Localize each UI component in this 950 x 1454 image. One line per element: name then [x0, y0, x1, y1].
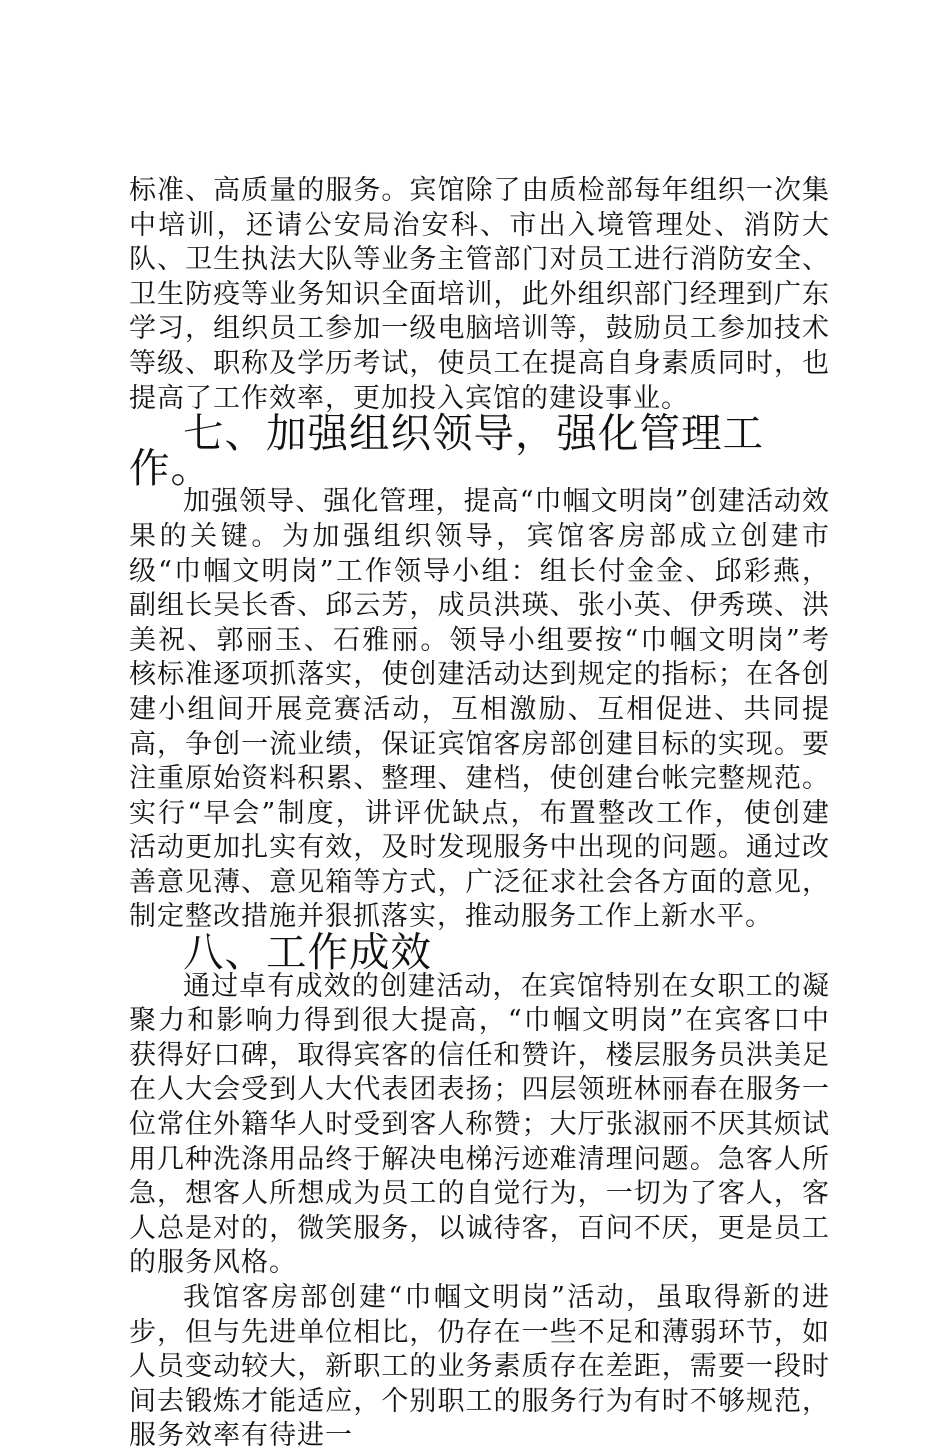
document-page — [129, 174, 830, 1454]
paragraph-results: 通过卓有成效的创建活动，在宾馆特别在女职工的凝聚力和影响力得到很大提高，“巾帼文明岗”在宾客口中获得好口碑，取得宾客的信任和赞许，楼层服务员洪美足在人大会受到人大代表团表扬；四层领班林丽春在服务一位常住外籍华人时受到客人称赞；大厅张淑丽不厌其烦试用几种洗涤用品终于解决电梯污迹难清理问题。急客人所急，想客人所想成为员工的自觉行为，一切为了客人，客人总是对的，微笑服务，以诚待客，百问不厌，更是员工的服务风格。 — [129, 970, 830, 1279]
section-heading-eight: 八、工作成效 — [183, 928, 432, 977]
paragraph-shortcomings: 我馆客房部创建“巾帼文明岗”活动，虽取得新的进步，但与先进单位相比，仍存在一些不足和薄弱环节，如人员变动较大，新职工的业务素质存在差距，需要一段时间去锻炼才能适应，个别职工的服务行为有时不够规范，服务效率有待进一 — [129, 1282, 830, 1452]
paragraph-leadership: 加强领导、强化管理，提高“巾帼文明岗”创建活动效果的关键。为加强组织领导，宾馆客房部成立创建市级“巾帼文明岗”工作领导小组：组长付金金、邱彩燕，副组长吴长香、邱云芳，成员洪瑛、张小英、伊秀瑛、洪美祝、郭丽玉、石雅丽。领导小组要按“巾帼文明岗”考核标准逐项抓落实，使创建活动达到规定的指标；在各创建小组间开展竞赛活动，互相激励、互相促进、共同提高，争创一流业绩，保证宾馆客房部创建目标的实现。要注重原始资料积累、整理、建档，使创建台帐完整规范。实行“早会”制度，讲评优缺点，布置整改工作，使创建活动更加扎实有效，及时发现服务中出现的问题。通过改善意见薄、意见箱等方式，广泛征求社会各方面的意见，制定整改措施并狠抓落实，推动服务工作上新水平。 — [129, 486, 830, 933]
section-heading-seven: 七、加强组织领导，强化管理工作。 — [129, 409, 764, 492]
paragraph-training: 标准、高质量的服务。宾馆除了由质检部每年组织一次集中培训，还请公安局治安科、市出入境管理处、消防大队、卫生执法大队等业务主管部门对员工进行消防安全、卫生防疫等业务知识全面培训，此外组织部门经理到广东学习，组织员工参加一级电脑培训等，鼓励员工参加技术等级、职称及学历考试，使员工在提高自身素质同时，也提高了工作效率，更加投入宾馆的建设事业。 — [129, 175, 830, 414]
